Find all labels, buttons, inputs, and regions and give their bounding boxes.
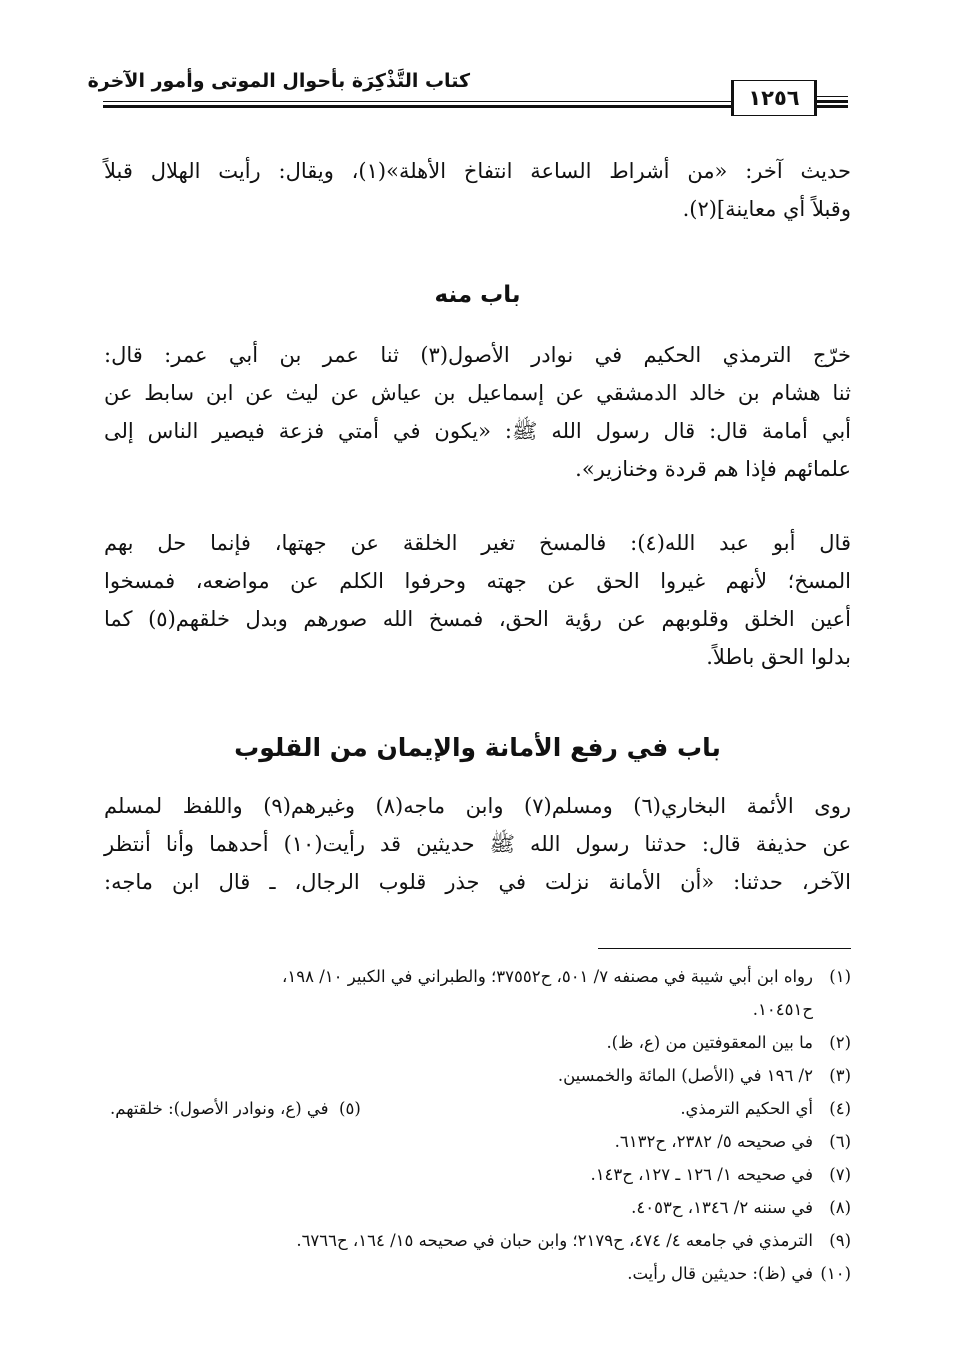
footnote-text: في (ظ): حديثين قال رأيت. [627, 1264, 813, 1283]
footnote-number: (٢) [829, 1033, 851, 1052]
footnote-number: (١) [829, 967, 851, 986]
footnote-number: (٧) [829, 1165, 851, 1184]
page-number: ١٢٥٦ [731, 80, 817, 116]
text-line: عن حذيفة قال: حدثنا رسول الله ﷺ حديثين قد رأيت(١٠) أحدهما وأنا أنتظر [104, 832, 851, 856]
footnote-text: رواه ابن أبي شيبة في مصنفه ٧/ ٥٠١، ح٣٧٥٥٢؛ والطبراني في الكبير ١٠/ ١٩٨، [282, 967, 813, 986]
footnote [110, 1191, 851, 1224]
text-line: روى الأئمة البخاري(٦) ومسلم(٧) وابن ماجه(٨) وغيرهم(٩) واللفظ لمسلم [104, 794, 851, 818]
footnote [110, 1224, 851, 1257]
section-heading: باب في رفع الأمانة والإيمان من القلوب [234, 733, 721, 762]
footnote-text: الترمذي في جامعه ٤/ ٤٧٤، ح٢١٧٩؛ وابن حبان في صحيحه ١٥/ ١٦٤، ح٦٧٦٦. [296, 1231, 813, 1250]
footnote-text: في صحيحه ١/ ١٢٦ ـ ١٢٧، ح١٤٣. [590, 1165, 813, 1184]
page-number-rule [817, 96, 848, 97]
paragraph-hudhaifa [104, 787, 851, 901]
footnote [110, 1059, 851, 1092]
footnote-text: في (ع، ونوادر الأصول): خلقتهم. [110, 1099, 329, 1118]
footnote [110, 1026, 851, 1059]
footnote-text: ٢/ ١٩٦ في (الأصل) المائة والخمسين. [557, 1066, 813, 1085]
text-line: أعين الخلق وقلوبهم عن رؤية الحق، فمسخ الله صورهم وبدل خلقهم(٥) كما [104, 607, 851, 631]
paragraph-hadith [104, 152, 851, 228]
text-line: خرّج الترمذي الحكيم في نوادر الأصول(٣) ثنا عمر بن أبي عمر: قال: [104, 343, 851, 367]
footnote-number: (٨) [829, 1198, 851, 1217]
footnote-text: أي الحكيم الترمذي. [680, 1099, 813, 1118]
section-heading: باب منه [434, 282, 521, 308]
text-line: بدلوا الحق باطلاً. [706, 645, 851, 669]
footnote-number: (٣) [829, 1066, 851, 1085]
text-line: حديث آخر: «من أشراط الساعة انتفاخ الأهلة»(١)، ويقال: رأيت الهلال قبلاً [104, 159, 851, 183]
footnote-number: (٤) [829, 1099, 851, 1118]
running-header-title: كتاب التَّذْكِرَة بأحوال الموتى وأمور الآخرة [87, 70, 470, 92]
footnote [110, 1125, 851, 1158]
footnote [110, 1092, 851, 1125]
footnote-text: ما بين المعقوفتين من (ع، ظ). [606, 1033, 813, 1052]
footnote [110, 1158, 851, 1191]
footnote-text: ح١٠٤٥١. [752, 1000, 813, 1019]
footnote [110, 960, 851, 993]
text-line: وقبلاً أي معاينة](٢). [682, 197, 851, 221]
footnote-text: في صحيحه ٥/ ٢٣٨٢، ح٦١٣٢. [614, 1132, 813, 1151]
paragraph-tirmidhi [104, 336, 851, 488]
page-number-rule-thick [817, 100, 848, 103]
footnote-number: (١٠) [820, 1264, 851, 1283]
footnote-text: في سننه ٢/ ١٣٤٦، ح٤٠٥٣. [631, 1198, 813, 1217]
footnote-number: (٦) [829, 1132, 851, 1151]
text-line: أبي أمامة قال: قال رسول الله ﷺ: «يكون في أمتي فزعة فيصير الناس إلى [104, 419, 851, 443]
footnote-separator [598, 948, 851, 949]
footnote-number: (٥) [339, 1099, 361, 1118]
text-line: قال أبو عبد الله(٤): فالمسخ تغير الخلقة عن جهتها، فإنما حل بهم [104, 531, 851, 555]
text-line: علمائهم فإذا هم قردة وخنازير». [575, 457, 851, 481]
text-line: المسخ؛ لأنهم غيروا الحق عن جهته وحرفوا الكلم عن مواضعه، فمسخوا [104, 569, 851, 593]
paragraph-abu-abdullah [104, 524, 851, 676]
footnotes [110, 960, 851, 1290]
footnote-continuation [110, 993, 851, 1026]
footnote-number: (٩) [829, 1231, 851, 1250]
text-line: ثنا هشام بن خالد الدمشقي عن إسماعيل بن عياش عن ليث عن ابن سابط عن [104, 381, 851, 405]
text-line: الآخر، حدثنا: «أن الأمانة نزلت في جذر قلوب الرجال، ـ قال ابن ماجه: [104, 870, 851, 894]
footnote [110, 1257, 851, 1290]
footnote-inline [110, 1092, 361, 1125]
